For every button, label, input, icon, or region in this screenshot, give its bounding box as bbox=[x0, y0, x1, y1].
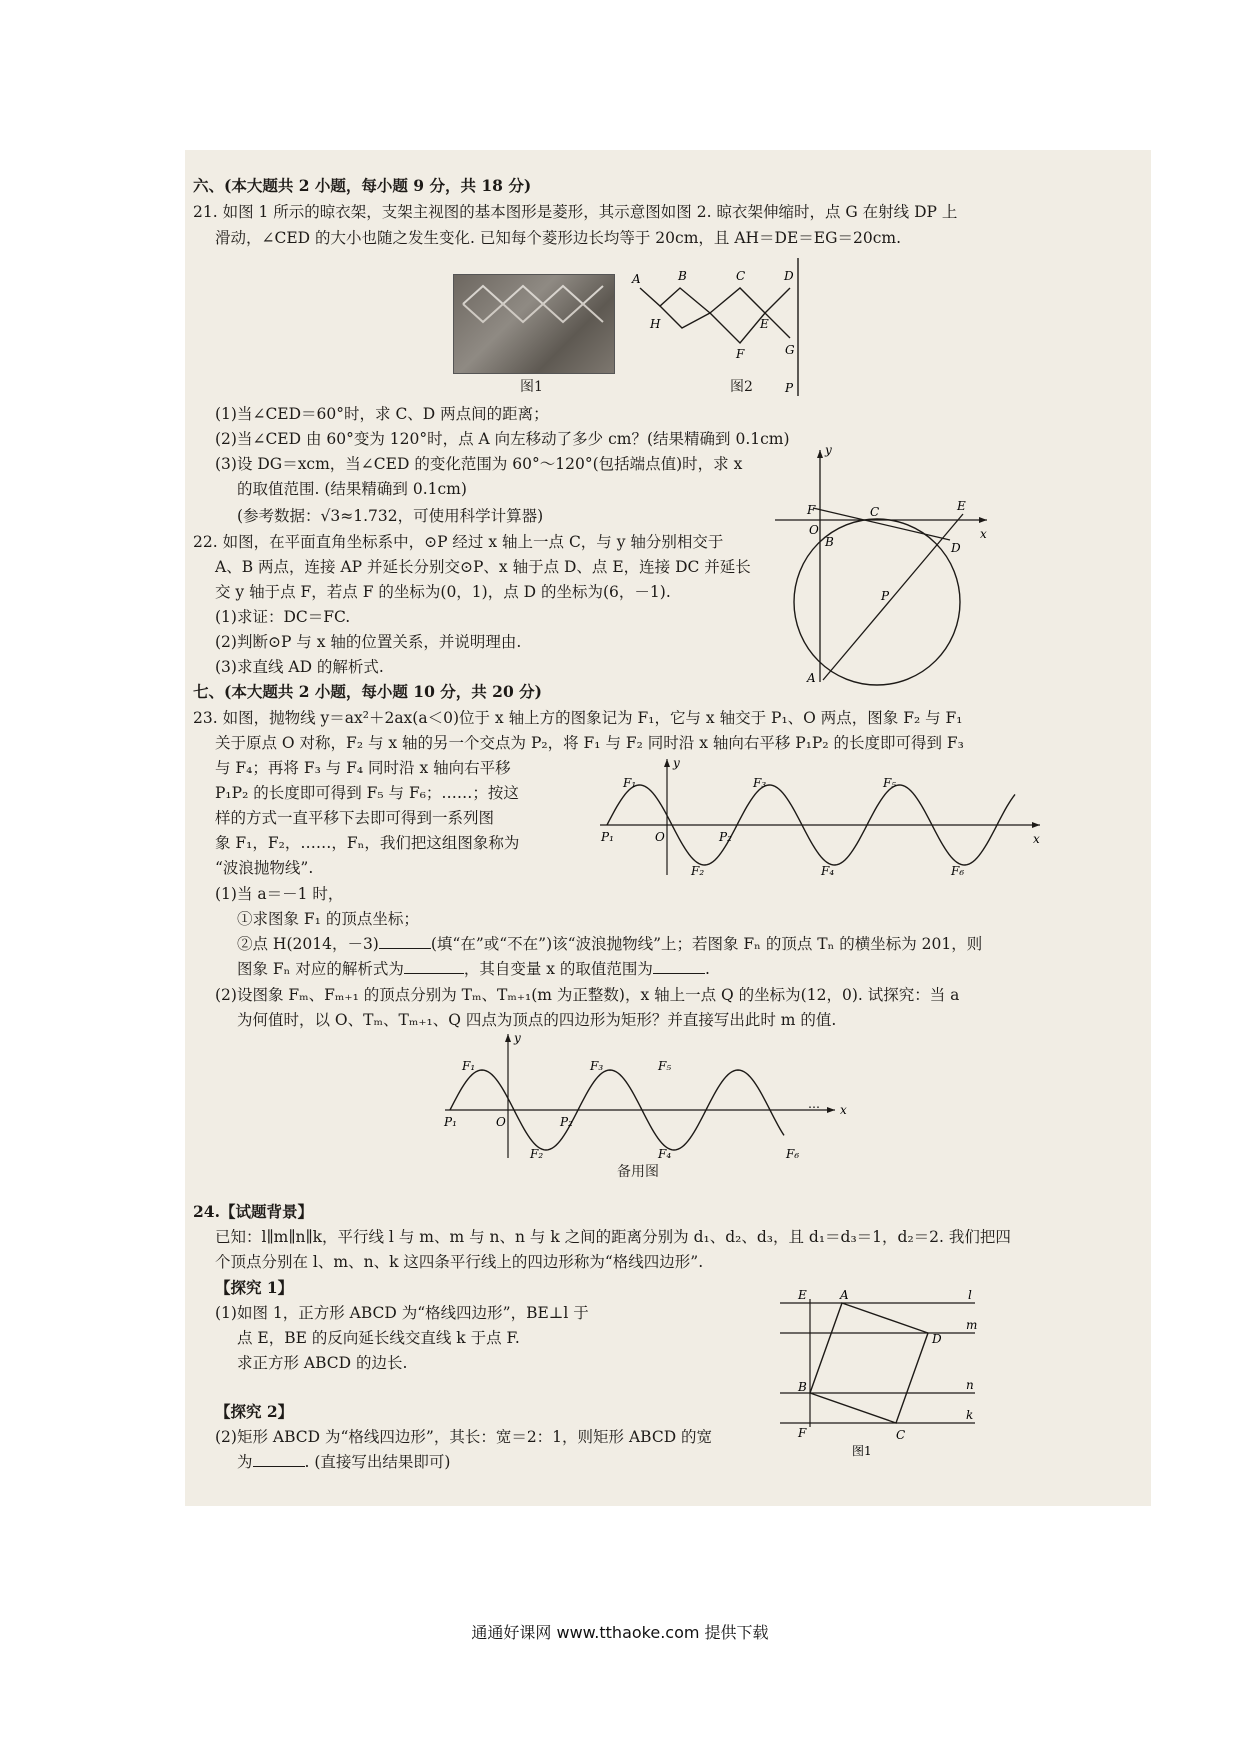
q21-line2: 滑动，∠CED 的大小也随之发生变化. 已知每个菱形边长均等于 20cm，且 AH＝DE＝EG＝20cm. bbox=[215, 229, 902, 247]
q24-grid-quadrilateral-figure bbox=[770, 1285, 995, 1460]
q23-line2: 关于原点 O 对称，F₂ 与 x 轴的另一个交点为 P₂，将 F₁ 与 F₂ 同时沿 x 轴向右平移 P₁P₂ 的长度即可得到 F₃ bbox=[215, 734, 964, 752]
svg-text:F₅: F₅ bbox=[658, 1059, 672, 1073]
svg-text:O: O bbox=[655, 830, 665, 844]
q24-explore2-a: (2)矩形 ABCD 为“格线四边形”，其长：宽＝2：1，则矩形 ABCD 的宽 bbox=[215, 1428, 713, 1446]
q24-explore1: 【探究 1】 bbox=[215, 1278, 294, 1297]
q24-background1: 已知：l∥m∥n∥k，平行线 l 与 m、m 与 n、n 与 k 之间的距离分别为 d₁、d₂、d₃，且 d₁＝d₃＝1，d₂＝2. 我们把四 bbox=[215, 1228, 1011, 1246]
q24-background2: 个顶点分别在 l、m、n、k 这四条平行线上的四边形称为“格线四边形”. bbox=[215, 1253, 704, 1271]
q22-part3: (3)求直线 AD 的解析式. bbox=[215, 658, 384, 676]
svg-text:m: m bbox=[966, 1318, 978, 1332]
footer-source: 通通好课网 www.tthaoke.com 提供下载 bbox=[471, 1623, 769, 1642]
q24-explore2-b: 为 . (直接写出结果即可) bbox=[237, 1453, 451, 1471]
svg-text:D: D bbox=[951, 541, 961, 555]
svg-text:F₁: F₁ bbox=[623, 776, 637, 790]
q23-line5: 样的方式一直平移下去即可得到一系列图 bbox=[215, 809, 495, 827]
svg-text:B: B bbox=[825, 535, 834, 549]
svg-text:F₂: F₂ bbox=[691, 864, 705, 878]
q22-line2: A、B 两点，连接 AP 并延长分别交⊙P、x 轴于点 D、点 E，连接 DC 并延长 bbox=[215, 558, 751, 576]
svg-text:P₂: P₂ bbox=[560, 1115, 573, 1129]
q21-figure2 bbox=[630, 258, 820, 398]
svg-text:F₆: F₆ bbox=[951, 864, 965, 878]
q21-line1: 21. 如图 1 所示的晾衣架，支架主视图的基本图形是菱形，其示意图如图 2. 晾衣架伸缩时，点 G 在射线 DP 上 bbox=[193, 203, 958, 221]
svg-text:A: A bbox=[840, 1288, 849, 1302]
q23-part2a: (2)设图象 Fₘ、Fₘ₊₁ 的顶点分别为 Tₘ、Tₘ₊₁(m 为正整数)，x 轴上一点 Q 的坐标为(12，0). 试探究：当 a bbox=[215, 986, 960, 1004]
q24-explore1-c: 求正方形 ABCD 的边长. bbox=[237, 1354, 408, 1372]
svg-text:B: B bbox=[798, 1380, 807, 1394]
svg-text:B: B bbox=[678, 269, 687, 283]
svg-text:F₄: F₄ bbox=[821, 864, 835, 878]
svg-text:x: x bbox=[1033, 832, 1040, 846]
q23-part1c: 图象 Fₙ 对应的解析式为 ，其自变量 x 的取值范围为 . bbox=[237, 960, 710, 978]
svg-text:x: x bbox=[980, 527, 987, 541]
q23-part1a: ①求图象 F₁ 的顶点坐标； bbox=[237, 910, 419, 928]
svg-text:E: E bbox=[760, 317, 769, 331]
svg-text:E: E bbox=[957, 499, 966, 513]
svg-text:F₃: F₃ bbox=[753, 776, 767, 790]
svg-text:y: y bbox=[673, 756, 680, 770]
svg-text:E: E bbox=[798, 1288, 807, 1302]
svg-text:A: A bbox=[632, 272, 641, 286]
svg-text:F: F bbox=[807, 503, 816, 517]
q21-part3b: 的取值范围. (结果精确到 0.1cm) bbox=[237, 480, 467, 498]
q23-part2b: 为何值时，以 O、Tₘ、Tₘ₊₁、Q 四点为顶点的四边形为矩形？并直接写出此时 m 的值. bbox=[237, 1011, 837, 1029]
svg-text:F₃: F₃ bbox=[590, 1059, 604, 1073]
svg-text:k: k bbox=[966, 1408, 974, 1422]
svg-text:P: P bbox=[881, 589, 890, 603]
svg-text:F₅: F₅ bbox=[883, 776, 897, 790]
svg-text:x: x bbox=[840, 1103, 847, 1117]
svg-text:P₁: P₁ bbox=[601, 830, 614, 844]
fig1-caption: 图1 bbox=[520, 379, 543, 395]
q23-line7: “波浪抛物线”. bbox=[215, 859, 314, 877]
svg-text:图1: 图1 bbox=[852, 1444, 872, 1458]
svg-text:P₁: P₁ bbox=[444, 1115, 457, 1129]
spare-wave-figure bbox=[440, 1030, 860, 1160]
svg-text:…: … bbox=[808, 1097, 820, 1111]
spare-figure-caption: 备用图 bbox=[617, 1164, 659, 1180]
answer-blank[interactable] bbox=[404, 958, 464, 974]
answer-blank[interactable] bbox=[253, 1451, 305, 1467]
q22-line1: 22. 如图，在平面直角坐标系中，⊙P 经过 x 轴上一点 C，与 y 轴分别相交于 bbox=[193, 533, 724, 551]
answer-blank[interactable] bbox=[379, 933, 431, 949]
svg-text:F₄: F₄ bbox=[658, 1147, 672, 1160]
q24-explore1-b: 点 E，BE 的反向延长线交直线 k 于点 F. bbox=[237, 1329, 520, 1347]
q24-explore2: 【探究 2】 bbox=[215, 1402, 294, 1421]
svg-text:y: y bbox=[825, 443, 832, 457]
section7-header: 七、(本大题共 2 小题，每小题 10 分，共 20 分) bbox=[193, 682, 542, 701]
q24-explore1-a: (1)如图 1，正方形 ABCD 为“格线四边形”，BE⊥l 于 bbox=[215, 1304, 589, 1322]
q21-reference: (参考数据：√3≈1.732，可使用科学计算器) bbox=[237, 507, 544, 525]
svg-text:G: G bbox=[785, 343, 795, 357]
q23-line1: 23. 如图，抛物线 y＝ax²＋2ax(a＜0)位于 x 轴上方的图象记为 F₁，它与 x 轴交于 P₁、O 两点，图象 F₂ 与 F₁ bbox=[193, 709, 963, 727]
q22-part2: (2)判断⊙P 与 x 轴的位置关系，并说明理由. bbox=[215, 633, 522, 651]
svg-text:y: y bbox=[514, 1031, 521, 1045]
svg-text:C: C bbox=[870, 505, 880, 519]
q23-part1: (1)当 a＝－1 时， bbox=[215, 885, 344, 903]
svg-text:A: A bbox=[807, 671, 816, 685]
fig2-caption: 图2 bbox=[730, 379, 753, 395]
q21-part1: (1)当∠CED＝60°时，求 C、D 两点间的距离； bbox=[215, 405, 549, 423]
svg-text:F₆: F₆ bbox=[786, 1147, 800, 1160]
svg-text:F: F bbox=[736, 347, 745, 361]
svg-text:F₂: F₂ bbox=[530, 1147, 544, 1160]
svg-text:l: l bbox=[968, 1288, 972, 1302]
svg-text:O: O bbox=[809, 523, 819, 537]
q21-part3a: (3)设 DG＝xcm，当∠CED 的变化范围为 60°～120°(包括端点值)时，求 x bbox=[215, 455, 743, 473]
svg-text:P: P bbox=[785, 381, 794, 395]
q22-line3: 交 y 轴于点 F，若点 F 的坐标为(0，1)，点 D 的坐标为(6，－1). bbox=[215, 583, 671, 601]
svg-text:C: C bbox=[896, 1428, 906, 1442]
q21-part2: (2)当∠CED 由 60°变为 120°时，点 A 向左移动了多少 cm？(结果精确到 0.1cm) bbox=[215, 430, 790, 448]
svg-text:F₁: F₁ bbox=[462, 1059, 476, 1073]
q24-title: 24.【试题背景】 bbox=[193, 1202, 313, 1221]
svg-text:D: D bbox=[784, 269, 794, 283]
wave-parabola-figure bbox=[595, 755, 1045, 880]
svg-text:F: F bbox=[798, 1426, 807, 1440]
q22-part1: (1)求证：DC＝FC. bbox=[215, 608, 351, 626]
q23-line6: 象 F₁，F₂，……，Fₙ，我们把这组图象称为 bbox=[215, 834, 520, 852]
svg-text:O: O bbox=[496, 1115, 506, 1129]
drying-rack-photo-lines bbox=[453, 274, 613, 372]
q23-part1b: ②点 H(2014，－3) (填“在”或“不在”)该“波浪抛物线”上；若图象 Fₙ 的顶点 Tₙ 的横坐标为 201，则 bbox=[237, 935, 983, 953]
svg-text:H: H bbox=[650, 317, 661, 331]
svg-text:C: C bbox=[736, 269, 746, 283]
section6-header: 六、(本大题共 2 小题，每小题 9 分，共 18 分) bbox=[193, 176, 532, 195]
exam-page bbox=[185, 150, 1151, 1506]
svg-text:n: n bbox=[966, 1378, 974, 1392]
svg-text:P₂: P₂ bbox=[719, 830, 732, 844]
q23-line3: 与 F₄；再将 F₃ 与 F₄ 同时沿 x 轴向右平移 bbox=[215, 759, 511, 777]
answer-blank[interactable] bbox=[653, 958, 705, 974]
svg-text:D: D bbox=[932, 1332, 942, 1346]
q23-line4: P₁P₂ 的长度即可得到 F₅ 与 F₆；……；按这 bbox=[215, 784, 519, 802]
q22-circle-figure bbox=[765, 442, 990, 687]
